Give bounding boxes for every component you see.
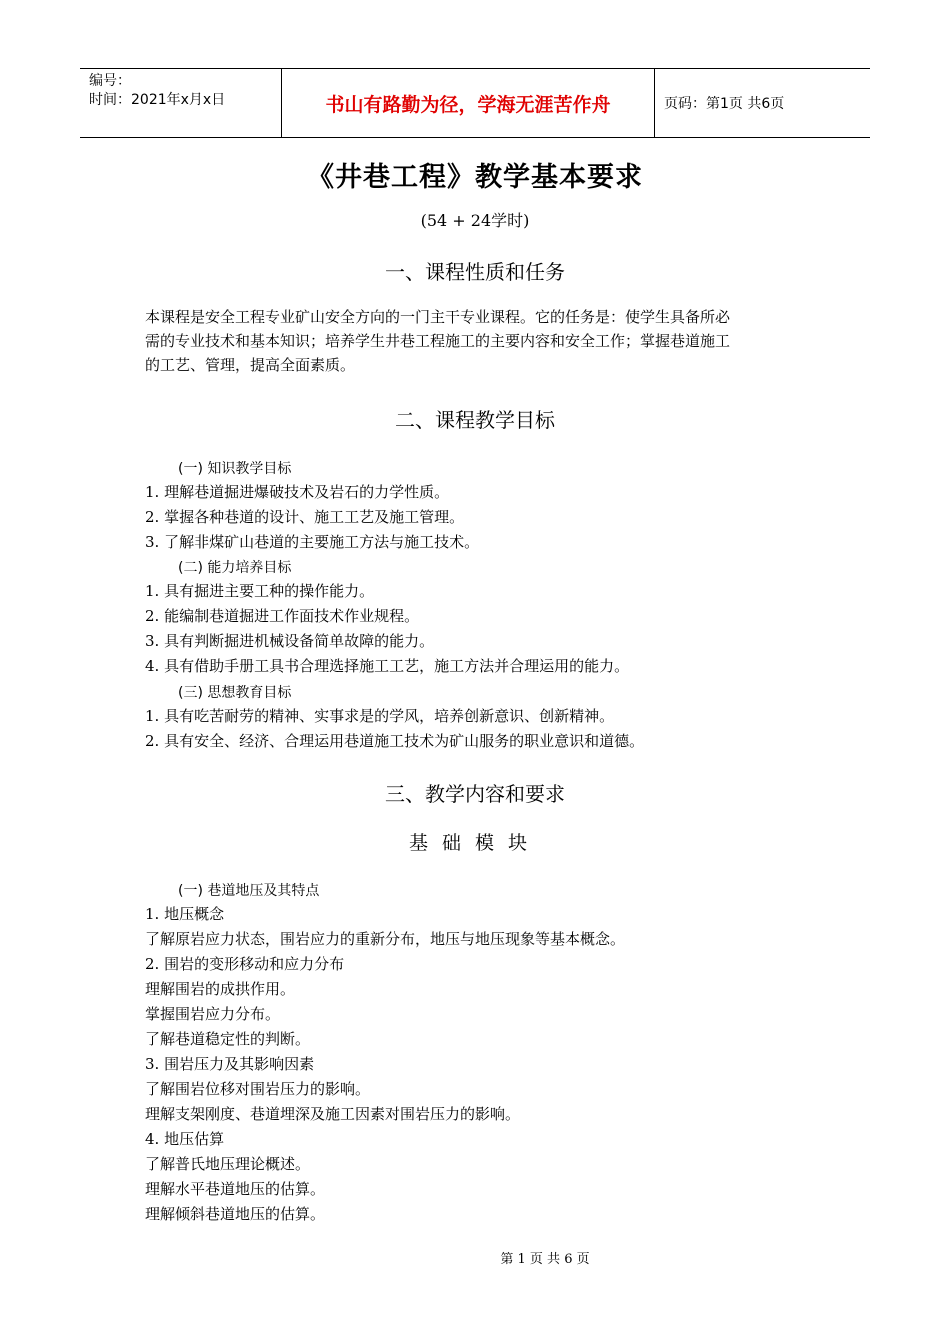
subheading-knowledge: (一) 知识教学目标 <box>178 461 292 477</box>
module-title: 基础模块 <box>408 832 541 854</box>
list-item: 1. 理解巷道掘进爆破技术及岩石的力学性质。 <box>145 483 450 501</box>
paragraph-line: 本课程是安全工程专业矿山安全方向的一门主干专业课程。它的任务是：使学生具备所必 <box>145 308 731 326</box>
list-item: 4. 地压估算 <box>145 1130 225 1148</box>
list-item: 4. 具有借助手册工具书合理选择施工工艺，施工方法并合理运用的能力。 <box>145 657 630 675</box>
section-heading-3: 三、教学内容和要求 <box>385 782 565 806</box>
document-title: 《井巷工程》教学基本要求 <box>307 162 643 193</box>
subheading-ability: (二) 能力培养目标 <box>178 560 292 576</box>
page-footer: 第 1 页 共 6 页 <box>500 1252 590 1267</box>
list-item: 3. 具有判断掘进机械设备简单故障的能力。 <box>145 632 435 650</box>
list-item: 了解原岩应力状态，围岩应力的重新分布，地压与地压现象等基本概念。 <box>145 930 626 948</box>
subheading-pressure: (一) 巷道地压及其特点 <box>178 883 320 899</box>
list-item: 了解围岩位移对围岩压力的影响。 <box>145 1080 371 1098</box>
list-item: 理解支架刚度、巷道埋深及施工因素对围岩压力的影响。 <box>145 1105 521 1123</box>
list-item: 理解倾斜巷道地压的估算。 <box>145 1205 326 1223</box>
header-meta-cell <box>80 69 281 137</box>
list-item: 理解水平巷道地压的估算。 <box>145 1180 326 1198</box>
course-hours: (54 + 24学时) <box>420 211 530 230</box>
list-item: 1. 具有掘进主要工种的操作能力。 <box>145 582 375 600</box>
list-item: 2. 具有安全、经济、合理运用巷道施工技术为矿山服务的职业意识和道德。 <box>145 732 645 750</box>
list-item: 掌握围岩应力分布。 <box>145 1005 281 1023</box>
section-heading-1: 一、课程性质和任务 <box>385 260 565 284</box>
paragraph-line: 的工艺、管理，提高全面素质。 <box>145 356 356 374</box>
list-item: 3. 了解非煤矿山巷道的主要施工方法与施工技术。 <box>145 533 480 551</box>
time-label: 时间：2021年x月x日 <box>89 92 226 108</box>
document-header <box>80 68 870 138</box>
number-label: 编号： <box>89 73 131 89</box>
list-item: 2. 能编制巷道掘进工作面技术作业规程。 <box>145 607 420 625</box>
list-item: 2. 掌握各种巷道的设计、施工工艺及施工管理。 <box>145 508 465 526</box>
list-item: 理解围岩的成拱作用。 <box>145 980 296 998</box>
list-item: 2. 围岩的变形移动和应力分布 <box>145 955 345 973</box>
section1-paragraph <box>145 305 815 377</box>
page-info: 页码：第1页 共6页 <box>664 96 785 112</box>
list-item: 了解巷道稳定性的判断。 <box>145 1030 311 1048</box>
list-item: 1. 地压概念 <box>145 905 225 923</box>
subheading-ideology: (三) 思想教育目标 <box>178 685 292 701</box>
list-item: 3. 围岩压力及其影响因素 <box>145 1055 315 1073</box>
motto: 书山有路勤为径，学海无涯苦作舟 <box>281 69 655 137</box>
paragraph-line: 需的专业技术和基本知识；培养学生井巷工程施工的主要内容和安全工作；掌握巷道施工 <box>145 332 731 350</box>
list-item: 了解普氏地压理论概述。 <box>145 1155 311 1173</box>
list-item: 1. 具有吃苦耐劳的精神、实事求是的学风，培养创新意识、创新精神。 <box>145 707 615 725</box>
section-heading-2: 二、课程教学目标 <box>395 408 555 432</box>
